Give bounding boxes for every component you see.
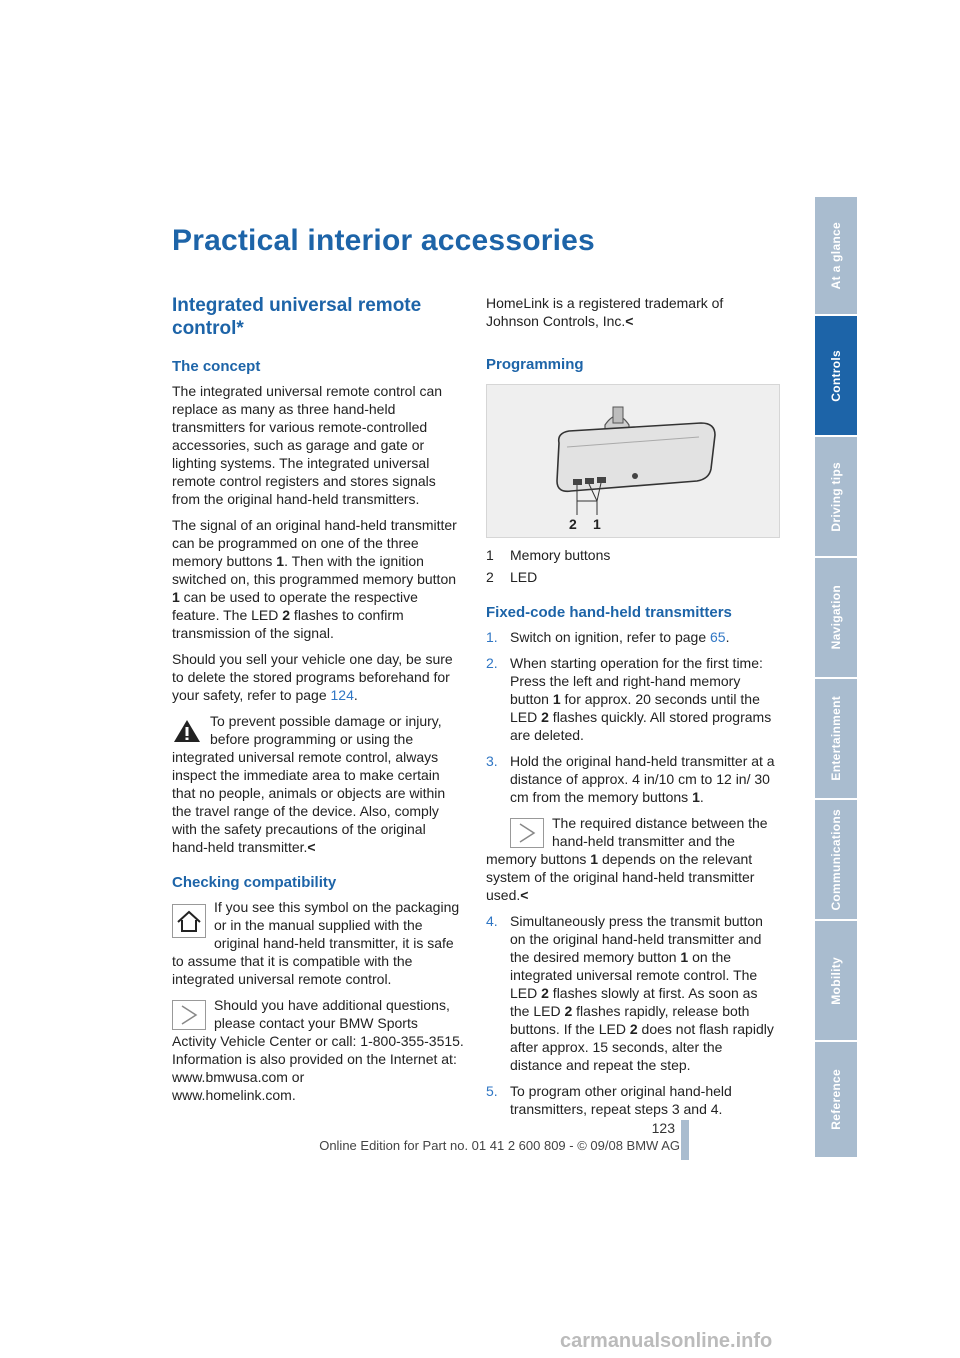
questions-note: Should you have additional questions, please contact your BMW Sports Activity Vehicle Center or call: 1-800-355-3515. Information is also provided on the Internet at: www.bmwusa.com or www.homelink.com. [172, 997, 464, 1103]
tab-driving-tips[interactable]: Driving tips [815, 437, 857, 558]
concept-paragraph-1: The integrated universal remote control can replace as many as three hand-held transmitters for various remote-controlled accessories, such as garage and gate or lighting systems. The integrated universal remote control registers and stores signals from the original hand-held transmitters. [172, 383, 443, 507]
section-title-remote-control: Integrated universal remote control* [172, 295, 422, 339]
tab-communications[interactable]: Communications [815, 800, 857, 921]
note-arrow-icon [172, 1000, 206, 1030]
heading-fixed-code: Fixed-code hand-held transmitters [486, 604, 732, 621]
tab-reference[interactable]: Reference [815, 1042, 857, 1159]
rearview-mirror-illustration [487, 385, 779, 537]
programming-steps-cont [486, 912, 778, 1118]
warning-note: To prevent possible damage or injury, before programming or using the integrated universal remote control, always inspect the immediate area to make certain that no people, animals or objects are within the travel range of the device. Also, comply with the safety precautions of the original hand-held transmitter.< [172, 713, 446, 855]
compatibility-note: If you see this symbol on the packaging or in the manual supplied with the original hand-held transmitter, it is safe to assume that it is compatible with the integrated universal remote control. [172, 899, 460, 987]
programming-steps [486, 628, 778, 806]
tab-entertainment[interactable]: Entertainment [815, 679, 857, 800]
concept-paragraph-3: Should you sell your vehicle one day, be sure to delete the stored programs beforehand for your safety, refer to page 124. [172, 651, 453, 703]
figure-label-2: 2 [569, 516, 577, 532]
page-link-124[interactable]: 124 [330, 687, 354, 703]
tab-at-a-glance[interactable]: At a glance [815, 197, 857, 316]
heading-concept: The concept [172, 358, 261, 375]
right-column [486, 294, 778, 1126]
footer-accent-bar [681, 1120, 689, 1160]
mirror-figure [486, 384, 780, 538]
page-link-65[interactable]: 65 [710, 629, 726, 645]
legend-item-led: 2 LED [486, 569, 538, 585]
url-bmwusa: www.bmwusa.com or [172, 1069, 305, 1085]
tab-navigation[interactable]: Navigation [815, 558, 857, 679]
heading-checking-compatibility: Checking compatibility [172, 874, 337, 891]
page-title: Practical interior accessories [172, 224, 595, 257]
page-number: 123 [651, 1120, 675, 1136]
legend-item-memory-buttons: 1 Memory buttons [486, 547, 611, 563]
step-1: 1. Switch on ignition, refer to page 65. [486, 629, 730, 645]
step-2: 2. When starting operation for the first time: Press the left and right-hand memory button 1 for approx. 20 seconds until the LED 2 flashes quickly. All stored programs are deleted. [486, 655, 772, 743]
figure-label-1: 1 [593, 516, 601, 532]
distance-note: The required distance between the hand-held transmitter and the memory buttons 1 depends on the relevant system of the original hand-held transmitter used.< [486, 815, 768, 903]
tab-controls[interactable]: Controls [815, 316, 857, 437]
chapter-tabs [815, 197, 857, 1159]
tab-mobility[interactable]: Mobility [815, 921, 857, 1042]
watermark: carmanualsonline.info [560, 1330, 773, 1352]
step-3: 3. Hold the original hand-held transmitter at a distance of approx. 4 in/10 cm to 12 in/ 30 cm from the memory buttons 1. [486, 753, 775, 805]
homelink-house-icon [172, 904, 206, 938]
left-column [172, 294, 464, 1112]
step-4: 4. Simultaneously press the transmit button on the original hand-held transmitter and the desired memory button 1 on the integrated universal remote control. The LED 2 flashes slowly at first. As soon as the LED 2 flashes rapidly, release both buttons. If the LED 2 does not flash rapidly after approx. 15 seconds, alter the distance and repeat the step. [486, 913, 774, 1073]
concept-paragraph-2: The signal of an original hand-held transmitter can be programmed on one of the three memory buttons 1. Then with the ignition switched on, this programmed memory button 1 can be used to operate the respective feature. The LED 2 flashes to confirm transmission of the signal. [172, 517, 457, 641]
footer-edition-text: Online Edition for Part no. 01 41 2 600 809 - © 09/08 BMW AG [319, 1138, 680, 1153]
url-homelink: www.homelink.com. [172, 1087, 296, 1103]
trademark-paragraph: HomeLink is a registered trademark of Johnson Controls, Inc.< [486, 295, 724, 329]
note-arrow-icon [510, 818, 544, 848]
warning-icon [172, 718, 202, 744]
step-5: 5. To program other original hand-held transmitters, repeat steps 3 and 4. [486, 1083, 732, 1117]
heading-programming: Programming [486, 356, 584, 373]
